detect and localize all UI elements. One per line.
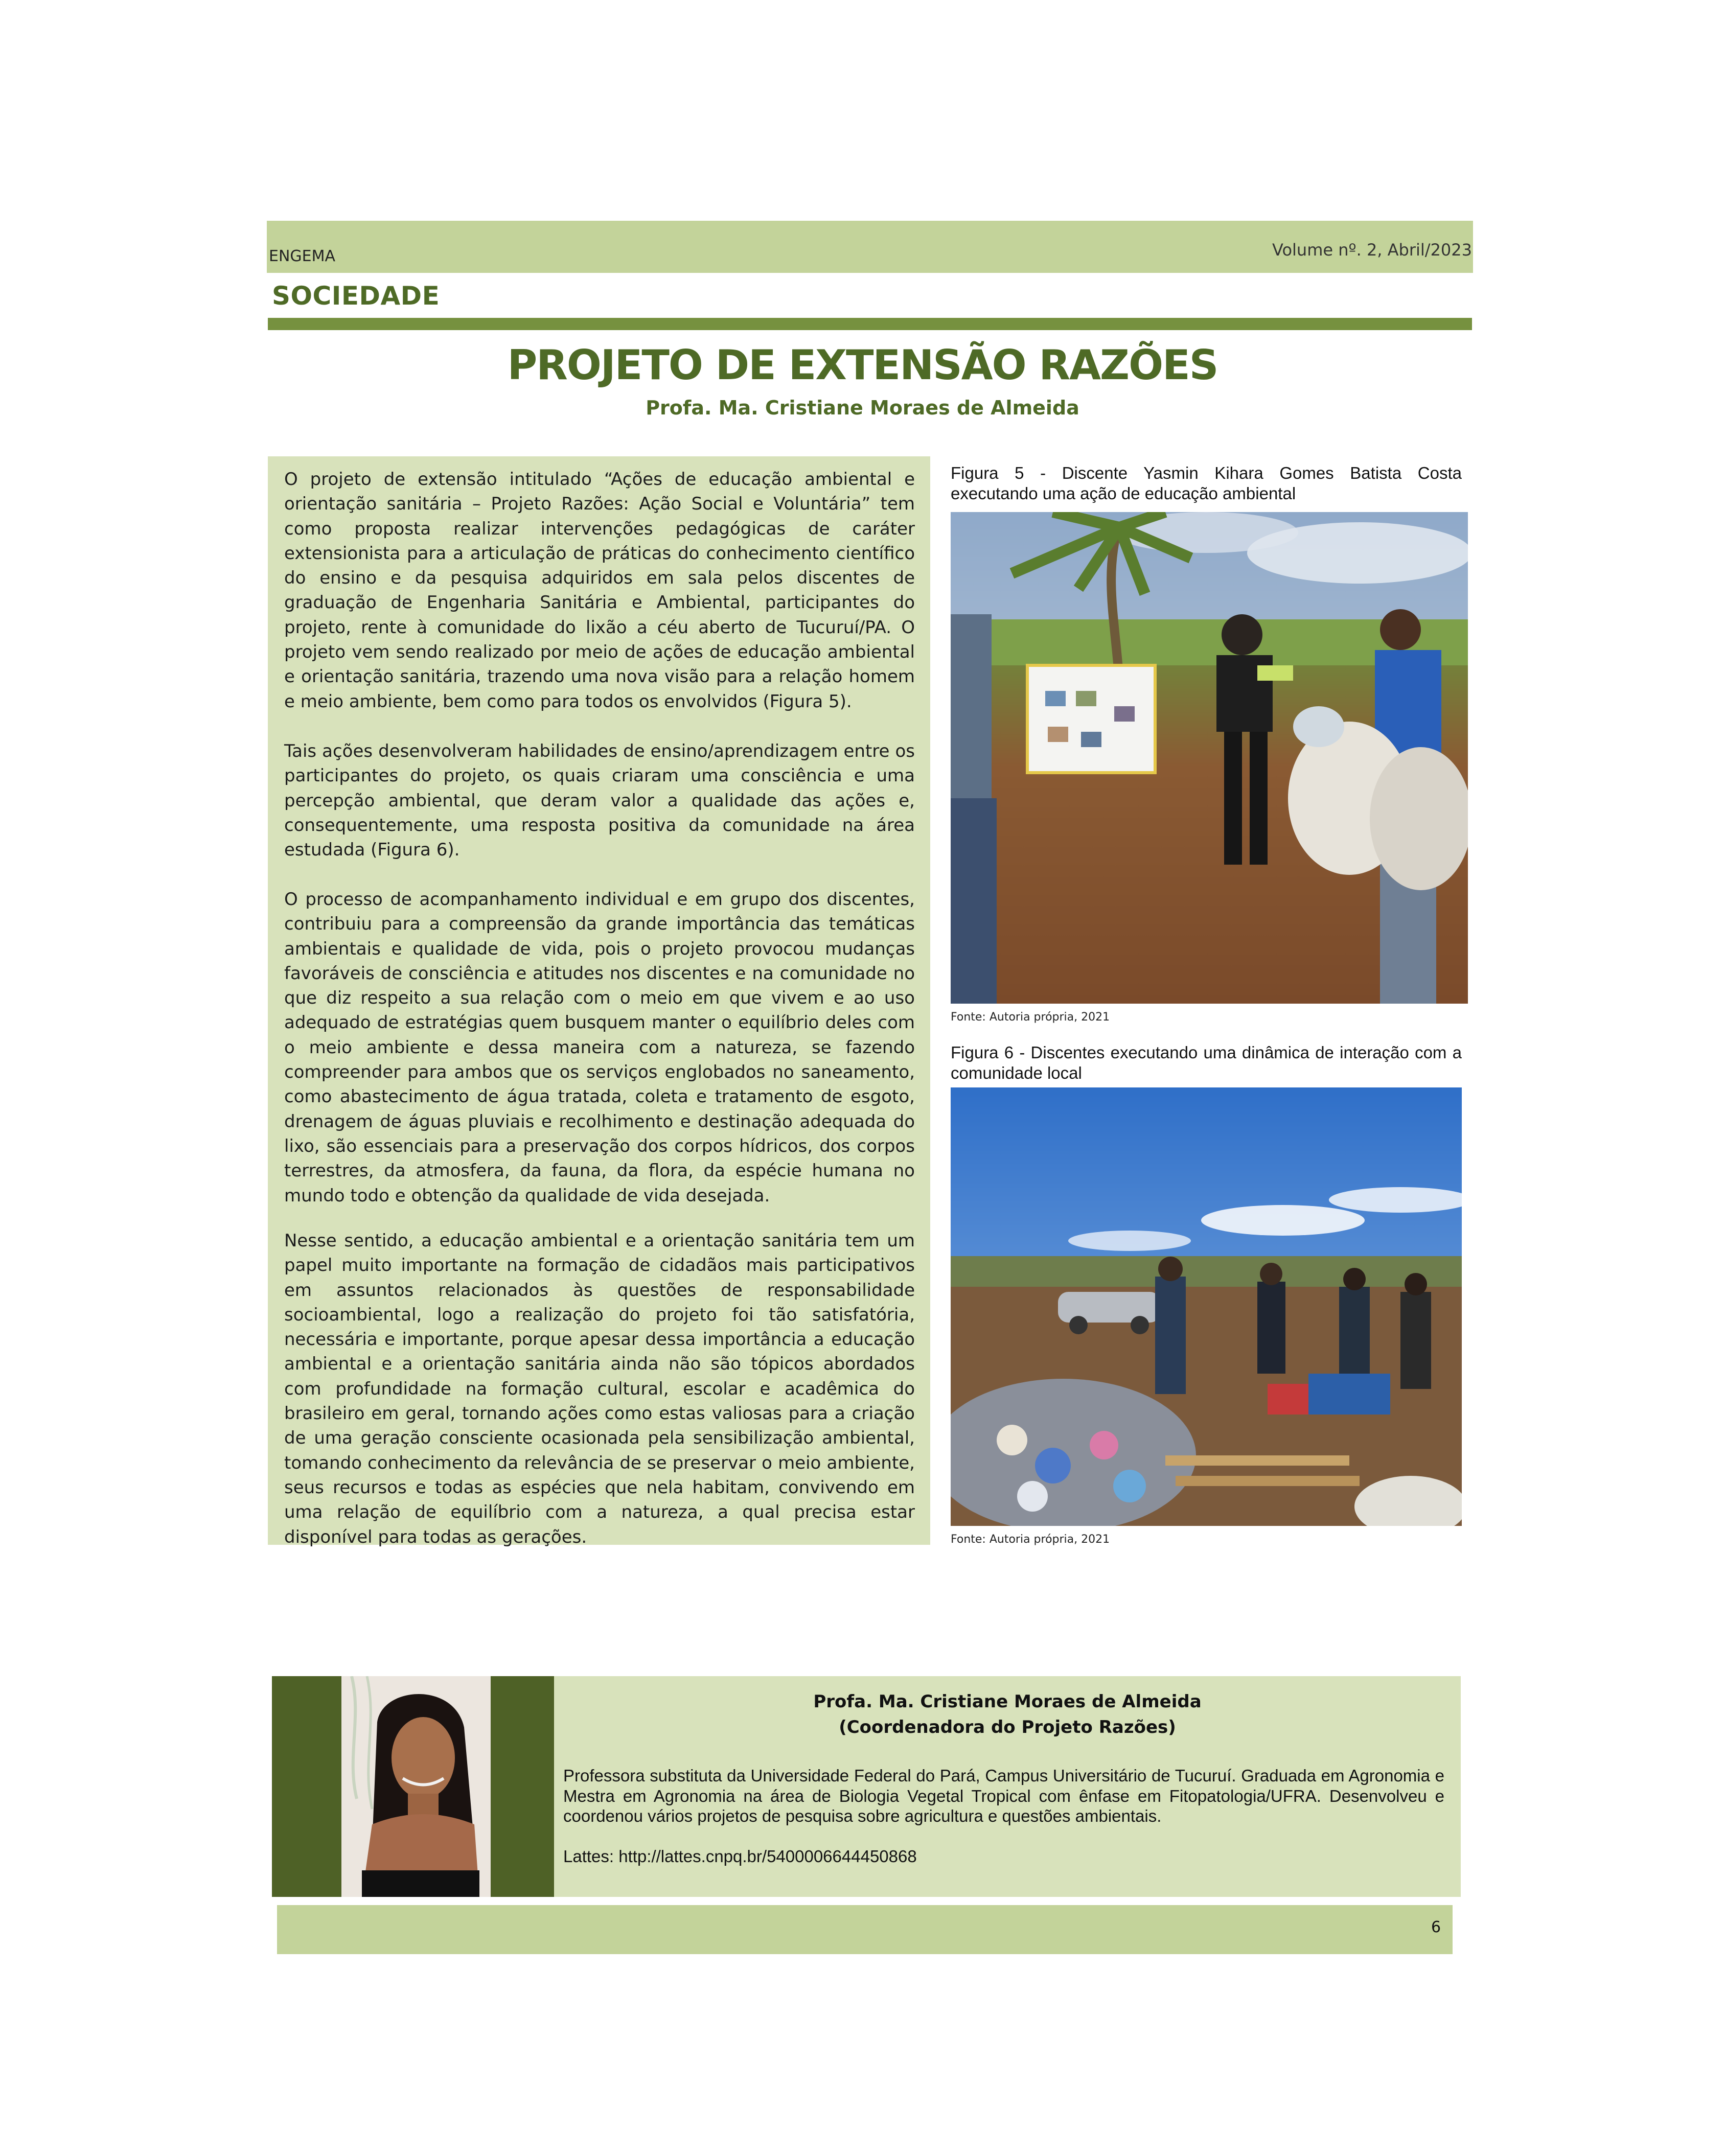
article-paragraph-1: O projeto de extensão intitulado “Ações de educação ambiental e orientação sanitária – Projeto Razões: Ação Social e Voluntária” tem como proposta realizar intervenções pedagógicas de caráter extensionista para a articulação de práticas do conhecimento científico do ensino e da pesquisa adquiridos em sala pelos discentes de graduação de Engenharia Sanitária e Ambiental, participantes do projeto, rente à comunidade do lixão a céu aberto de Tucuruí/PA. O projeto vem sendo realizado por meio de ações de educação ambiental e orientação sanitária, trazendo uma nova visão para a relação homem e meio ambiente, bem como para todos os envolvidos (Figura 5). <box>284 469 915 712</box>
volume-info: Volume nº. 2, Abril/2023 <box>1272 240 1472 260</box>
page-number: 6 <box>1431 1918 1441 1936</box>
bio-role: (Coordenadora do Projeto Razões) <box>839 1717 1176 1737</box>
section-divider <box>268 318 1472 330</box>
figure-5-photo <box>951 512 1468 1004</box>
figure-5-source: Fonte: Autoria própria, 2021 <box>951 1011 1110 1024</box>
author-photo <box>341 1676 491 1897</box>
footer-band <box>277 1905 1453 1954</box>
bio-name: Profa. Ma. Cristiane Moraes de Almeida <box>813 1691 1202 1712</box>
article-paragraph-2: Tais ações desenvolveram habilidades de ensino/aprendizagem entre os participantes do projeto, os quais criaram uma consciência e uma percepção ambiental, que deram valor a qualidade das ações e, consequentemente, uma resposta positiva da comunidade na área estudada (Figura 6). <box>284 741 915 861</box>
article-paragraph-4: Nesse sentido, a educação ambiental e a orientação sanitária tem um papel muito importante na formação de cidadãos mais participativos em assuntos relacionados às questões de responsabilidade socioambiental, logo a realização do projeto foi tão satisfatória, necessária e importante, porque apesar dessa importância a educação ambiental e a orientação sanitária ainda não são tópicos abordados com profundidade na formação cultural, escolar e acadêmica do brasileiro em geral, tornando ações como estas valiosas para a criação de uma geração consciente ocasionada pela sensibilização ambiental, tomando conhecimento da relevância de se preservar o meio ambiente, seus recursos e todas as espécies que nela habitam, convivendo em uma relação de equilíbrio com a natureza, a qual precisa estar disponível para todas as gerações. <box>284 1231 915 1547</box>
bio-text: Professora substituta da Universidade Federal do Pará, Campus Universitário de Tucuruí. Graduada em Agronomia e Mestra em Agronomia na área de Biologia Vegetal Tropical com ênfase em Fitopatologia/UFRA. Desenvolveu e coordenou vários projetos de pesquisa sobre agricultura e questões ambientais. <box>563 1766 1444 1825</box>
figure-6-photo <box>951 1087 1462 1526</box>
article-title: PROJETO DE EXTENSÃO RAZÕES <box>507 341 1218 389</box>
figure-6-caption: Figura 6 - Discentes executando uma dinâmica de interação com a comunidade local <box>951 1043 1462 1082</box>
figure-6-source: Fonte: Autoria própria, 2021 <box>951 1533 1110 1546</box>
section-label: SOCIEDADE <box>272 281 440 311</box>
article-author: Profa. Ma. Cristiane Moraes de Almeida <box>646 397 1079 419</box>
bio-lattes-link[interactable]: Lattes: http://lattes.cnpq.br/5400006644450868 <box>563 1847 917 1866</box>
journal-name: ENGEMA <box>269 247 336 265</box>
article-paragraph-3: O processo de acompanhamento individual e em grupo dos discentes, contribuiu para a compreensão da grande importância das temáticas ambientais e qualidade de vida, pois o projeto provocou mudanças favoráveis de consciência e atitudes nos discentes e na comunidade no que diz respeito a sua relação com o meio em que vivem e ao uso adequado de estratégias quem busquem manter o equilíbrio deles com o meio ambiente e dessa maneira com a natureza, se fazendo compreender para ambos que os serviços englobados no saneamento, como abastecimento de água tratada, coleta e tratamento de esgoto, drenagem de águas pluviais e recolhimento e destinação adequada do lixo, são essenciais para a preservação dos corpos hídricos, dos corpos terrestres, da atmosfera, da fauna, da flora, da espécie humana no mundo todo e obtenção da qualidade de vida desejada. <box>284 889 915 1206</box>
figure-5-caption: Figura 5 - Discente Yasmin Kihara Gomes Batista Costa executando uma ação de educação ambiental <box>951 463 1462 503</box>
